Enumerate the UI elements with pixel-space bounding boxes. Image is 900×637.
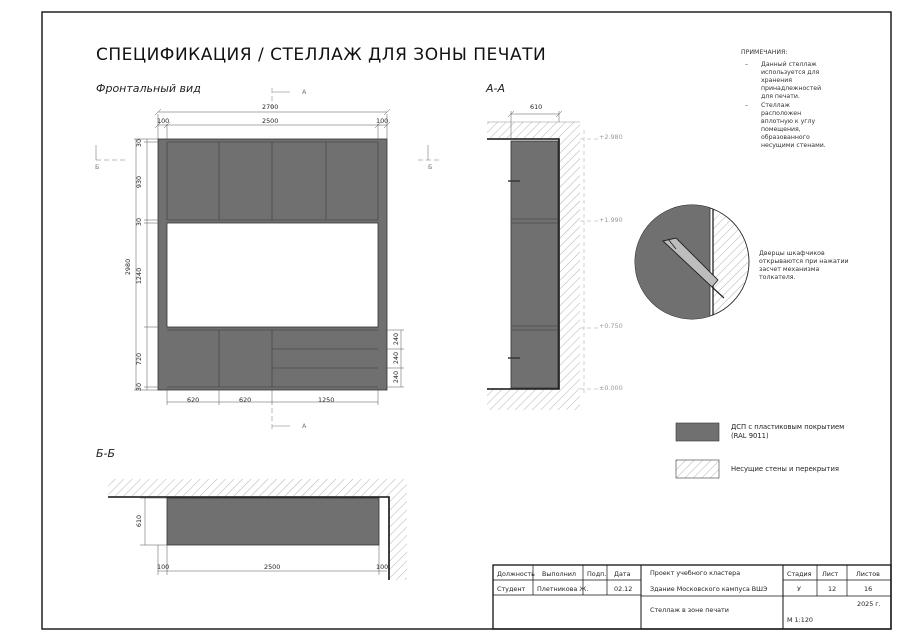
- dim-right-3: 240: [392, 370, 401, 384]
- dim-right-2: 240: [392, 351, 401, 365]
- section-bb-label: Б-Б: [96, 447, 116, 460]
- aa-level-3: +0.750: [599, 322, 623, 330]
- front-view-label: Фронтальный вид: [96, 82, 201, 95]
- dim-bottom-3: 1250: [318, 396, 335, 404]
- notes-list: [741, 61, 829, 150]
- tb-sheets-header: Листов: [856, 570, 880, 578]
- dim-side-left: 100: [157, 117, 170, 125]
- dim-height-upper: 930: [135, 175, 144, 189]
- tb-sheet-name: Стеллаж в зоне печати: [650, 606, 729, 614]
- dim-height-base: 30: [135, 382, 144, 392]
- page-title: СПЕЦИФИКАЦИЯ / СТЕЛЛАЖ ДЛЯ ЗОНЫ ПЕЧАТИ: [96, 45, 547, 65]
- legend-swatch-panel: [676, 423, 719, 441]
- section-mark-a-top: A: [302, 88, 307, 96]
- tb-header-date: Дата: [614, 570, 631, 578]
- aa-level-1: +2.980: [599, 133, 623, 141]
- dim-height-lower: 720: [135, 352, 144, 366]
- dim-total-width: 2700: [262, 103, 279, 111]
- dim-bottom-2: 620: [239, 396, 252, 404]
- bb-dim-depth: 610: [135, 514, 144, 528]
- tb-header-executor: Выполнил: [542, 570, 577, 578]
- callout-note: Дверцы шкафчиков открываются при нажатии засчет механизма толкателя.: [759, 250, 849, 281]
- notes-item: – Стеллаж расположен вплотную к углу помещения, образованного несущими стенами.: [741, 102, 829, 150]
- bb-dim-inner: 2500: [264, 563, 281, 571]
- section-aa-body: [511, 141, 558, 388]
- tb-sheet-header: Лист: [822, 570, 839, 578]
- tb-sheets-value: 16: [864, 585, 873, 593]
- bb-dim-left: 100: [157, 563, 170, 571]
- tb-stage-value: У: [797, 585, 801, 593]
- aa-level-4: ±0.000: [599, 384, 623, 392]
- dim-height-total: 2980: [124, 258, 133, 276]
- dim-height-shelf: 30: [135, 217, 144, 227]
- legend-swatch-hatch: [676, 460, 719, 478]
- dim-bottom-1: 620: [187, 396, 200, 404]
- tb-stage-header: Стадия: [787, 570, 812, 578]
- legend-label-panel: ДСП с пластиковым покрытием (RAL 9011): [731, 423, 845, 440]
- tb-header-signature: Подп.: [587, 570, 607, 578]
- section-mark-a-bottom: A: [302, 422, 307, 430]
- tb-sheet-value: 12: [828, 585, 837, 593]
- notes-block: [741, 49, 829, 151]
- dim-inner: 2500: [262, 117, 279, 125]
- tb-year: 2025 г.: [857, 600, 881, 608]
- section-aa: [487, 111, 598, 410]
- tb-position: Студент: [497, 585, 526, 593]
- section-bb: [108, 479, 407, 580]
- legend-label-hatch: Несущие стены и перекрытия: [731, 465, 840, 473]
- section-mark-b-right: Б: [428, 163, 433, 171]
- tb-building: Здание Московского кампуса ВШЭ: [650, 585, 768, 593]
- open-niche: [167, 223, 378, 327]
- dim-right-1: 240: [392, 332, 401, 346]
- detail-callout: [630, 200, 753, 330]
- tb-date: 02.12: [614, 585, 633, 593]
- tb-executor: Плетникова Ж.: [537, 585, 589, 593]
- tb-header-position: Должность: [497, 570, 535, 578]
- tb-scale: М 1:120: [787, 616, 813, 624]
- dim-side-right: 100: [376, 117, 389, 125]
- bb-dim-right: 100: [376, 563, 389, 571]
- dim-height-niche: 1240: [135, 267, 144, 285]
- dim-height-top: 30: [135, 138, 144, 148]
- front-view: [96, 88, 440, 432]
- section-aa-label: А-А: [486, 82, 506, 95]
- tb-project: Проект учебного кластера: [650, 569, 741, 577]
- section-bb-body: [167, 498, 379, 545]
- notes-item: – Данный стеллаж используется для хранения принадлежностей для печати.: [741, 61, 829, 101]
- notes-heading: ПРИМЕЧАНИЯ:: [741, 49, 788, 56]
- aa-dim-depth: 610: [530, 103, 543, 111]
- section-mark-b-left: Б: [95, 163, 100, 171]
- aa-level-2: +1.990: [599, 216, 623, 224]
